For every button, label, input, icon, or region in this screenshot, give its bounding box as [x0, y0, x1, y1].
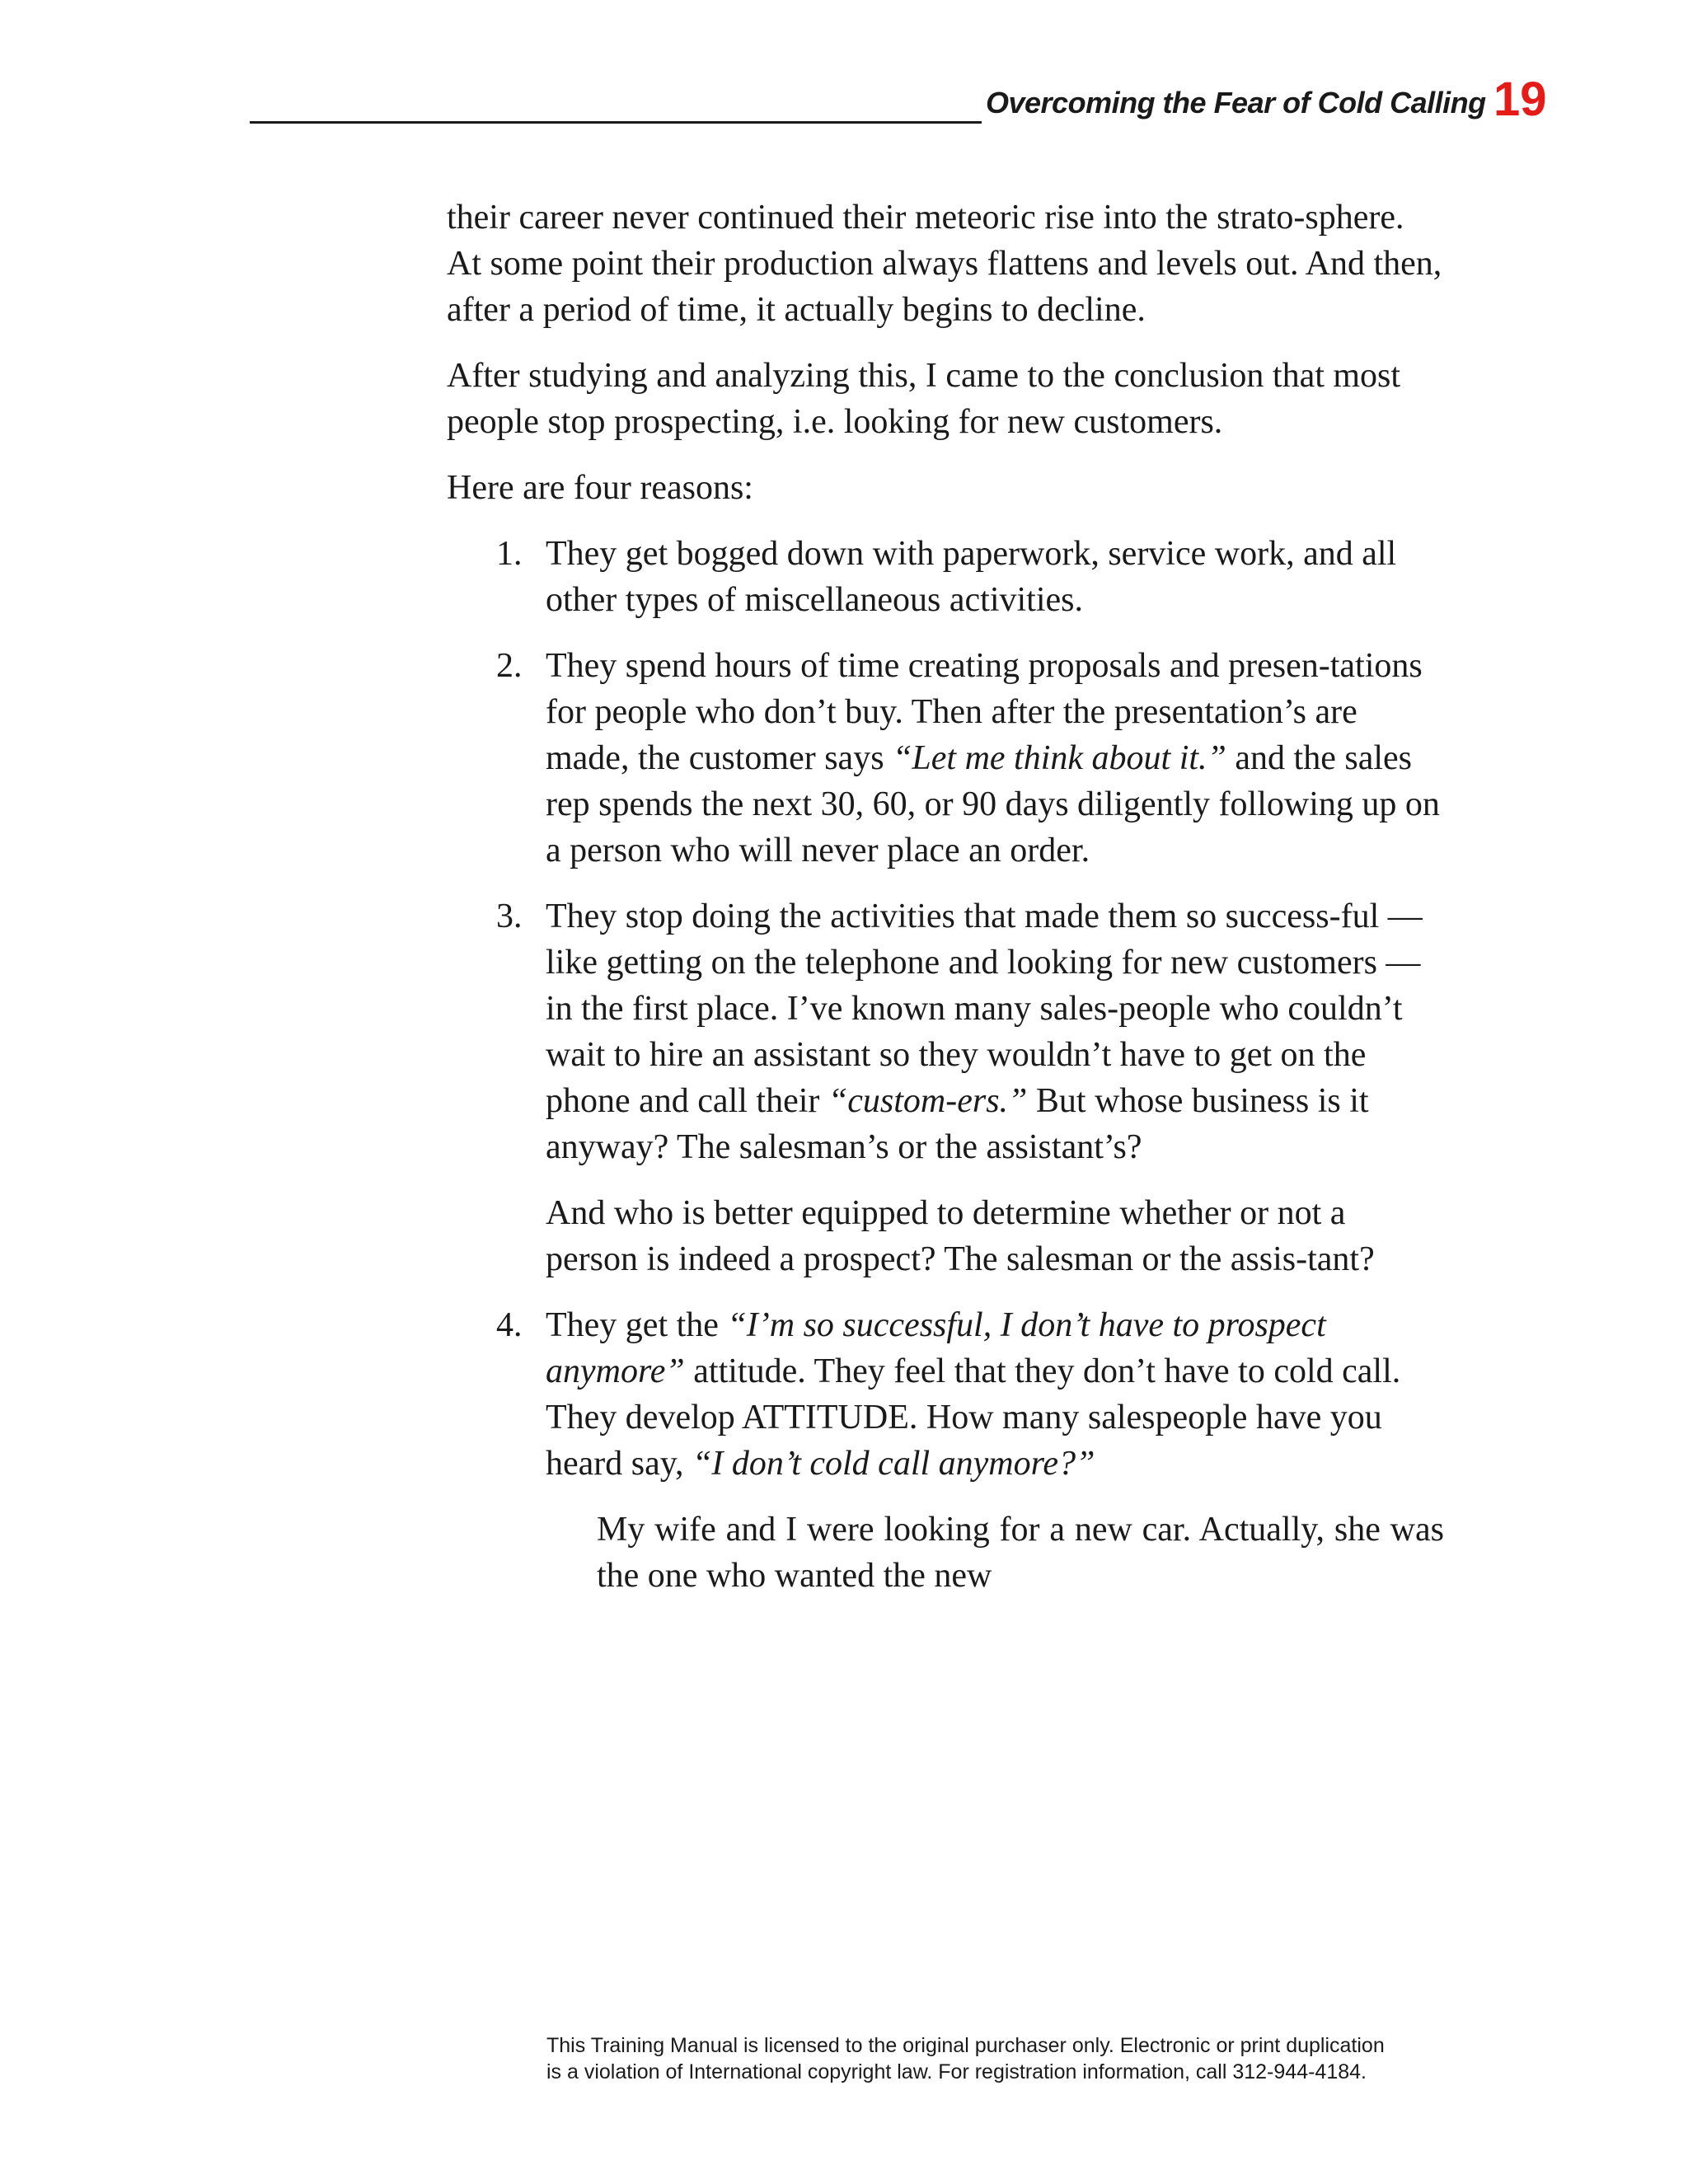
list-item [447, 893, 1444, 1282]
running-header-title: Overcoming the Fear of Cold Calling [986, 86, 1486, 120]
list-item-text: They get bogged down with paperwork, service work, and all other types of miscellaneous activities. [546, 535, 1397, 619]
list-number: 4. [496, 1306, 523, 1344]
list-item-text: They spend hours of time creating proposals and presen-tations for people who don’t buy. Then after the presentation’s are made, the customer says [546, 647, 1423, 777]
paragraph-reasons-lead: Here are four reasons: [447, 469, 753, 507]
quote-text: “custom-ers.” [828, 1082, 1028, 1120]
list-number: 3. [496, 898, 523, 935]
header-rule [250, 121, 982, 124]
page-number: 19 [1493, 73, 1547, 126]
quote-text: “Let me think about it.” [893, 739, 1226, 777]
list-number: 2. [496, 647, 523, 685]
list-item-text: They get the [546, 1306, 728, 1344]
footer-line: is a violation of International copyright law. For registration information, call 312-944-4184. [546, 2060, 1367, 2083]
quote-text: “I don’t cold call anymore?” [692, 1445, 1095, 1483]
quote-text: “I’m so successful, I don’t have to prospect anymore” [546, 1306, 1326, 1390]
footer-line: This Training Manual is licensed to the original purchaser only. Electronic or print duplication [546, 2034, 1385, 2057]
list-item-text: and the sales rep spends the next 30, 60, or 90 days diligently following up on a person who will never place an order. [546, 739, 1440, 869]
list-item-subparagraph: And who is better equipped to determine whether or not a person is indeed a prospect? The salesman or the assis-tant? [546, 1194, 1375, 1278]
list-item-text: But whose business is it anyway? The salesman’s or the assistant’s? [546, 1082, 1369, 1166]
story-paragraph: My wife and I were looking for a new car. Actually, she was the one who wanted the new [597, 1511, 1444, 1595]
copyright-footer [546, 2032, 1385, 2085]
body-text [447, 194, 1444, 1619]
list-item [447, 1302, 1444, 1599]
list-item [447, 643, 1444, 874]
list-item-text: attitude. They feel that they don’t have to cold call. They develop ATTITUDE. How many salespeople have you heard say, [546, 1352, 1401, 1483]
paragraph-conclusion: After studying and analyzing this, I came to the conclusion that most people stop prospecting, i.e. looking for new customers. [447, 357, 1401, 441]
paragraph-intro: their career never continued their meteoric rise into the strato-sphere. At some point their production always flattens and levels out. And then, after a period of time, it actually begins to decline. [447, 199, 1442, 329]
list-item-text: They stop doing the activities that made them so success-ful — like getting on the telephone and looking for new customers — in the first place. I’ve known many sales-people who couldn’t wait to hire an assistant so they wouldn’t have to get on the phone and call their [546, 898, 1423, 1120]
list-number: 1. [496, 535, 523, 573]
reasons-list [447, 531, 1444, 1599]
list-item [447, 531, 1444, 623]
